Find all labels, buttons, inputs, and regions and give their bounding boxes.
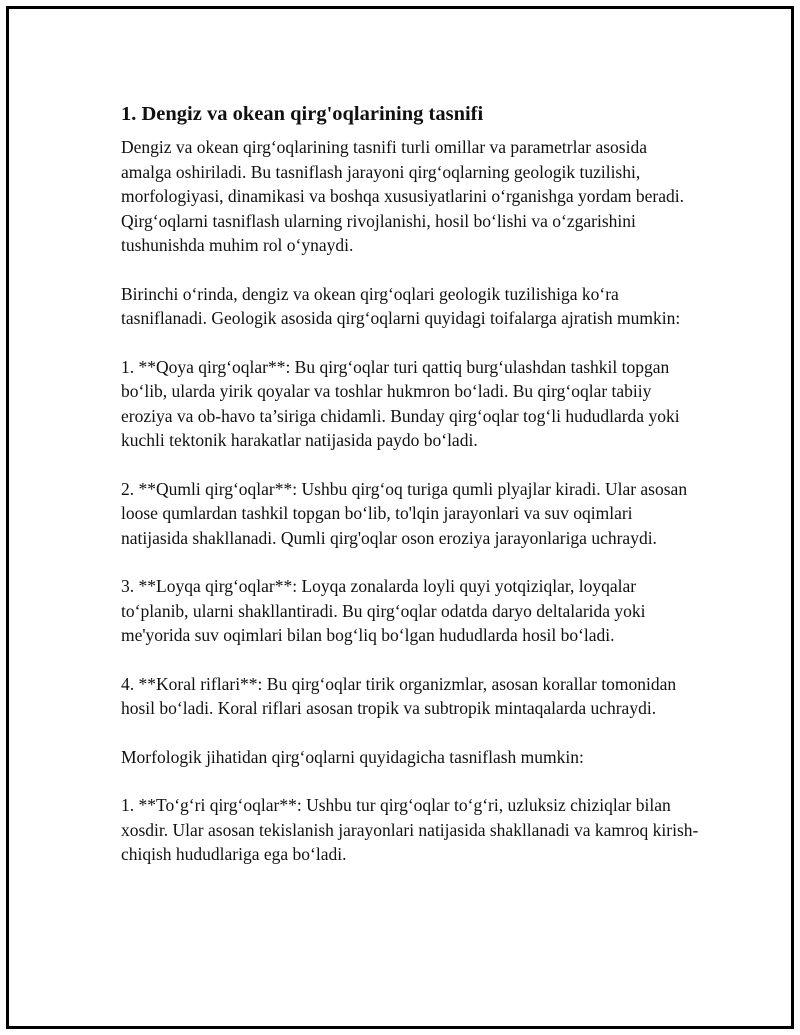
paragraph-sandy-coasts: 2. **Qumli qirg‘oqlar**: Ushbu qirg‘oq turiga qumli plyajlar kiradi. Ular asosan loose qumlardan tashkil topgan bo‘lib, to'lqin jarayonlari va suv oqimlari natijasida shakllanadi. Qumli qirg'oqlar oson eroziya jarayonlariga uchraydi. (121, 478, 688, 548)
paragraph-geologic-classification: Birinchi o‘rinda, dengiz va okean qirg‘oqlari geologik tuzilishiga ko‘ra tasniflanadi. Geologik asosida qirg‘oqlarni quyidagi toifalarga ajratish mumkin: (121, 283, 681, 328)
page-frame (6, 6, 794, 1029)
paragraph-intro: Dengiz va okean qirg‘oqlarining tasnifi turli omillar va parametrlar asosida amalga oshiriladi. Bu tasniflash jarayoni qirg‘oqlarning geologik tuzilishi, morfologiyasi, dinamikasi va boshqa xususiyatlarini o‘rganishga yordam beradi. Qirg‘oqlarni tasniflash ularning rivojlanishi, hosil bo‘lishi va o‘zgarishini tushunishda muhim rol o‘ynaydi. (121, 137, 684, 255)
paragraph-muddy-coasts: 3. **Loyqa qirg‘oqlar**: Loyqa zonalarda loyli quyi yotqiziqlar, loyqalar to‘planib, ularni shakllantiradi. Bu qirg‘oqlar odatda daryo deltalarida yoki me'yorida suv oqimlari bilan bog‘liq bo‘lgan hududlarda hosil bo‘ladi. (121, 576, 646, 645)
paragraph-straight-coasts: 1. **To‘g‘ri qirg‘oqlar**: Ushbu tur qirg‘oqlar to‘g‘ri, uzluksiz chiziqlar bilan xosdir. Ular asosan tekislanish jarayonlari natijasida shakllanadi va kamroq kirish-chiqish hududlariga ega bo‘ladi. (121, 795, 699, 864)
paragraph-morphologic-classification: Morfologik jihatidan qirg‘oqlarni quyidagicha tasniflash mumkin: (121, 746, 584, 767)
section-heading: 1. Dengiz va okean qirg'oqlarining tasnifi (121, 103, 484, 125)
paragraph-rocky-coasts: 1. **Qoya qirg‘oqlar**: Bu qirg‘oqlar turi qattiq burg‘ulashdan tashkil topgan bo‘lib, ularda yirik qoyalar va toshlar hukmron bo‘ladi. Bu qirg‘oqlar tabiiy eroziya va ob-havo ta’siriga chidamli. Bunday qirg‘oqlar tog‘li hududlarda yoki kuchli tektonik harakatlar natijasida paydo bo‘ladi. (121, 356, 680, 450)
paragraph-coral-reefs: 4. **Koral riflari**: Bu qirg‘oqlar tirik organizmlar, asosan korallar tomonidan hosil bo‘ladi. Koral riflari asosan tropik va subtropik mintaqalarda uchraydi. (121, 673, 677, 718)
document-body (121, 101, 701, 867)
